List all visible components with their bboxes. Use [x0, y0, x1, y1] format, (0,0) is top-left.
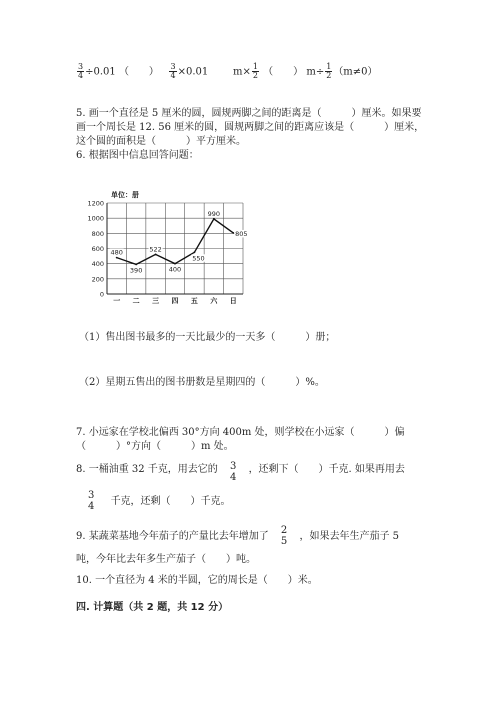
- series-line: [117, 219, 234, 264]
- question-5-line-2: 画一个周长是 12. 56 厘米的圆，圆规两脚之间的距离应该是（ ）厘米，: [76, 122, 425, 133]
- question-6-title: 6. 根据图中信息回答问题：: [76, 150, 199, 161]
- chart-title: 单位：册: [111, 191, 139, 199]
- fraction: $\frac{3}{4}$: [170, 62, 176, 81]
- question-5-line-1: 5. 画一个直径是 5 厘米的圆，圆规两脚之间的距离是（ ）厘米。如果要: [76, 108, 422, 119]
- data-label: 400: [168, 265, 182, 274]
- fraction: $\frac{1}{2}$: [252, 62, 258, 81]
- question-10: 10. 一个直径为 4 米的半圆，它的周长是（ ）米。: [76, 575, 318, 586]
- question-text: ，如果去年生产茄子 5: [299, 531, 400, 542]
- x-tick-label: 六: [210, 297, 218, 305]
- question-5-line-3: 这个圆的面积是（ ）平方厘米。: [76, 136, 246, 147]
- y-tick-label: 0: [99, 290, 104, 299]
- fraction: 3 4: [88, 490, 95, 512]
- expression-row-1-right: [233, 63, 378, 81]
- data-point: [116, 257, 118, 259]
- data-label: 805: [235, 229, 248, 238]
- expression-text: ×0.01: [177, 66, 209, 78]
- y-tick-label: 600: [91, 245, 104, 253]
- fraction: $\frac{3}{4}$: [78, 62, 84, 81]
- question-6-sub-1: （1）售出图书最多的一天比最少的一天多（ ）册；: [79, 332, 336, 343]
- data-label: 480: [110, 248, 123, 257]
- x-tick-label: 四: [171, 297, 179, 305]
- y-tick-label: 1000: [87, 214, 104, 223]
- question-8-line-2: [86, 491, 231, 512]
- data-point: [135, 264, 137, 266]
- x-tick-label: 五: [190, 297, 198, 305]
- data-point: [213, 218, 215, 220]
- answer-blank[interactable]: （ ）: [263, 66, 304, 78]
- fraction: 3 4: [230, 461, 237, 483]
- expression-text: m×: [233, 66, 251, 78]
- data-point: [194, 251, 196, 253]
- y-tick-label: 800: [91, 229, 104, 238]
- expression-text: （m≠0）: [333, 66, 378, 78]
- data-point: [174, 263, 176, 265]
- section-4-title: 四. 计算题（共 2 题，共 12 分）: [76, 602, 229, 613]
- question-8-line-1: [76, 459, 405, 483]
- y-tick-label: 200: [91, 275, 104, 284]
- question-7-line-1: 7. 小远家在学校北偏西 30°方向 400m 处，则学校在小远家（ ）偏: [76, 427, 405, 438]
- data-point: [155, 254, 157, 256]
- question-text: ，还剩下（ ）千克. 如果再用去: [248, 464, 405, 475]
- data-label: 390: [129, 266, 143, 275]
- question-text: 9. 某蔬菜基地今年茄子的产量比去年增加了: [76, 531, 269, 542]
- fraction: 2 5: [280, 525, 288, 547]
- data-label: 550: [192, 254, 205, 263]
- fraction: $\frac{1}{2}$: [326, 62, 332, 81]
- question-7-line-2: （ ）°方向（ ）m 处。: [76, 441, 234, 452]
- x-tick-label: 二: [132, 297, 140, 305]
- question-6-sub-2: （2）星期五售出的图书册数是星期四的（ ）%。: [79, 377, 325, 388]
- question-text: 千克，还剩（ ）千克。: [110, 496, 231, 507]
- expression-row-1: [76, 63, 208, 81]
- y-tick-label: 1200: [87, 199, 104, 208]
- data-label: 990: [207, 209, 221, 218]
- question-9-line-1: [76, 526, 399, 547]
- expression-text: ÷0.01: [85, 66, 116, 78]
- question-text: 8. 一桶油重 32 千克，用去它的: [76, 464, 218, 475]
- question-9-line-2: 吨，今年比去年多生产茄子（ ）吨。: [76, 554, 256, 565]
- y-tick-label: 400: [91, 260, 104, 269]
- data-point: [232, 232, 234, 234]
- x-tick-label: 日: [229, 297, 237, 305]
- data-label: 522: [149, 245, 162, 254]
- answer-blank[interactable]: （ ）: [118, 66, 159, 78]
- sales-line-chart: [75, 183, 255, 311]
- expression-text: m÷: [306, 66, 325, 78]
- x-tick-label: 三: [152, 297, 160, 305]
- x-tick-label: 一: [113, 297, 121, 305]
